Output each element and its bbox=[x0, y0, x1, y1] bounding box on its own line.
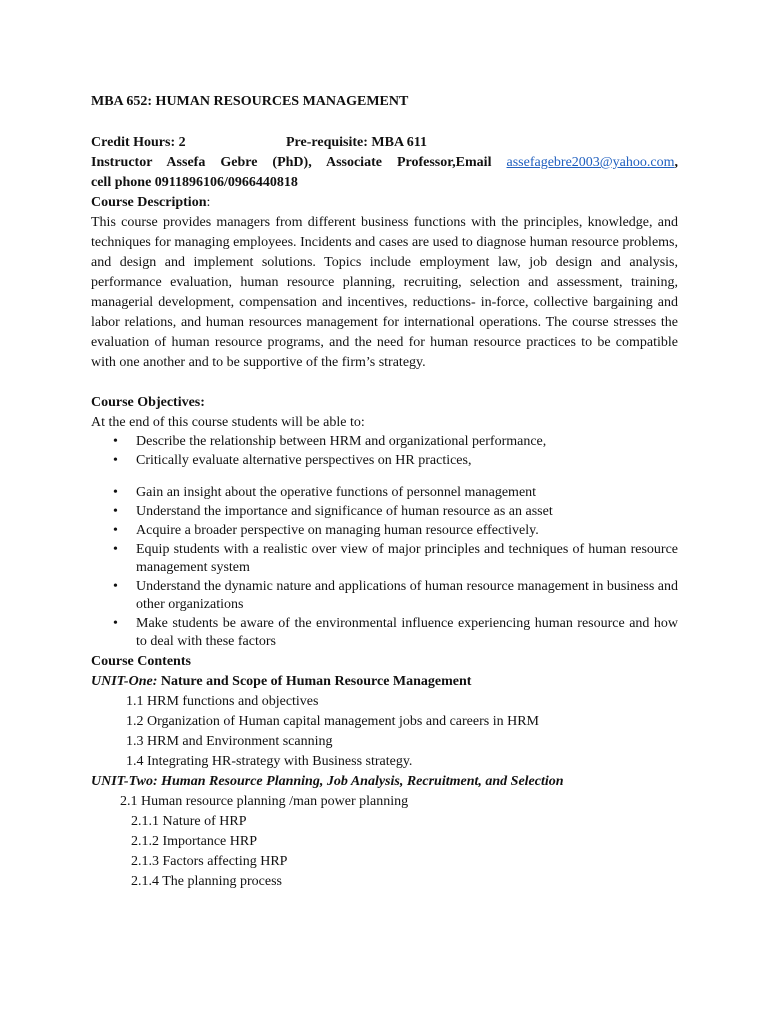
instructor-line bbox=[91, 153, 678, 173]
unit-two-subheading: 2.1 Human resource planning /man power planning bbox=[120, 794, 409, 809]
unit-one-item: 1.2 Organization of Human capital management jobs and careers in HRM bbox=[126, 714, 540, 729]
list-item-text: Equip students with a realistic over view of major principles and techniques of human resource management system bbox=[136, 542, 678, 575]
bullet-icon: • bbox=[113, 453, 118, 468]
unit-two-item: 2.1.3 Factors affecting HRP bbox=[131, 854, 288, 869]
list-item-text: Make students be aware of the environmental influence experiencing human resource and how to deal with these factors bbox=[136, 616, 678, 649]
credit-hours: Credit Hours: 2 bbox=[91, 135, 186, 150]
list-item bbox=[91, 452, 678, 470]
description-heading-text: Course Description bbox=[91, 195, 207, 210]
bullet-icon: • bbox=[113, 616, 118, 631]
unit-one-item: 1.1 HRM functions and objectives bbox=[126, 694, 319, 709]
objectives-heading: Course Objectives: bbox=[91, 395, 205, 410]
document-page bbox=[91, 92, 678, 892]
unit-two-item: 2.1.1 Nature of HRP bbox=[131, 814, 247, 829]
list-item-text: Describe the relationship between HRM and organizational performance, bbox=[136, 434, 547, 449]
objectives-list-a bbox=[91, 433, 678, 470]
bullet-icon: • bbox=[113, 434, 118, 449]
instructor-text: Instructor Assefa Gebre (PhD), Associate Professor,Email bbox=[91, 155, 507, 170]
bullet-icon: • bbox=[113, 542, 118, 557]
unit-one-item: 1.3 HRM and Environment scanning bbox=[126, 734, 333, 749]
prerequisite: Pre-requisite: MBA 611 bbox=[286, 135, 428, 150]
description-heading bbox=[91, 193, 678, 213]
unit-one-title: Nature and Scope of Human Resource Management bbox=[157, 674, 472, 689]
unit-two-item: 2.1.4 The planning process bbox=[131, 874, 282, 889]
course-description bbox=[91, 213, 678, 373]
list-item bbox=[91, 484, 678, 502]
credit-row bbox=[91, 133, 678, 153]
bullet-icon: • bbox=[113, 485, 118, 500]
course-title: MBA 652: HUMAN RESOURCES MANAGEMENT bbox=[91, 94, 409, 109]
list-item-text: Gain an insight about the operative functions of personnel management bbox=[136, 485, 537, 500]
list-item bbox=[91, 433, 678, 451]
cell-phone: cell phone 0911896106/0966440818 bbox=[91, 175, 298, 190]
contents-heading: Course Contents bbox=[91, 654, 191, 669]
list-item bbox=[91, 615, 678, 651]
unit-one-label: UNIT-One: bbox=[91, 674, 158, 689]
description-colon: : bbox=[206, 195, 211, 210]
email-link[interactable]: assefagebre2003@yahoo.com bbox=[506, 155, 675, 170]
unit-one-heading bbox=[91, 672, 678, 692]
list-item-text: Understand the importance and significance of human resource as an asset bbox=[136, 504, 553, 519]
list-item bbox=[91, 578, 678, 614]
objectives-list-b bbox=[91, 484, 678, 651]
list-item-text: Critically evaluate alternative perspectives on HR practices, bbox=[136, 453, 472, 468]
bullet-icon: • bbox=[113, 504, 118, 519]
objectives-intro: At the end of this course students will be able to: bbox=[91, 415, 365, 430]
instructor-tail: , bbox=[674, 155, 678, 170]
unit-two-heading: UNIT-Two: Human Resource Planning, Job Analysis, Recruitment, and Selection bbox=[91, 774, 564, 789]
unit-two-item: 2.1.2 Importance HRP bbox=[131, 834, 257, 849]
list-item-text: Acquire a broader perspective on managing human resource effectively. bbox=[136, 523, 539, 538]
bullet-icon: • bbox=[113, 523, 118, 538]
list-item bbox=[91, 541, 678, 577]
description-text: This course provides managers from different business functions with the principles, knowledge, and techniques for managing employees. Incidents and cases are used to diagnose human resource problems, and design and implement solutions. Topics include employment law, job design and analysis, performance evaluation, human resource planning, recruiting, selection and assessment, training, managerial development, compensation and incentives, reductions- in-force, collective bargaining and labor relations, and human resources management for international operations. The course stresses the evaluation of human resource programs, and the need for human resource practices to be compatible with one another and to be supportive of the firm’s strategy. bbox=[91, 215, 678, 370]
bullet-icon: • bbox=[113, 579, 118, 594]
unit-one-item: 1.4 Integrating HR-strategy with Business strategy. bbox=[126, 754, 413, 769]
list-item-text: Understand the dynamic nature and applications of human resource management in business and other organizations bbox=[136, 579, 678, 612]
list-item bbox=[91, 503, 678, 521]
list-item bbox=[91, 522, 678, 540]
